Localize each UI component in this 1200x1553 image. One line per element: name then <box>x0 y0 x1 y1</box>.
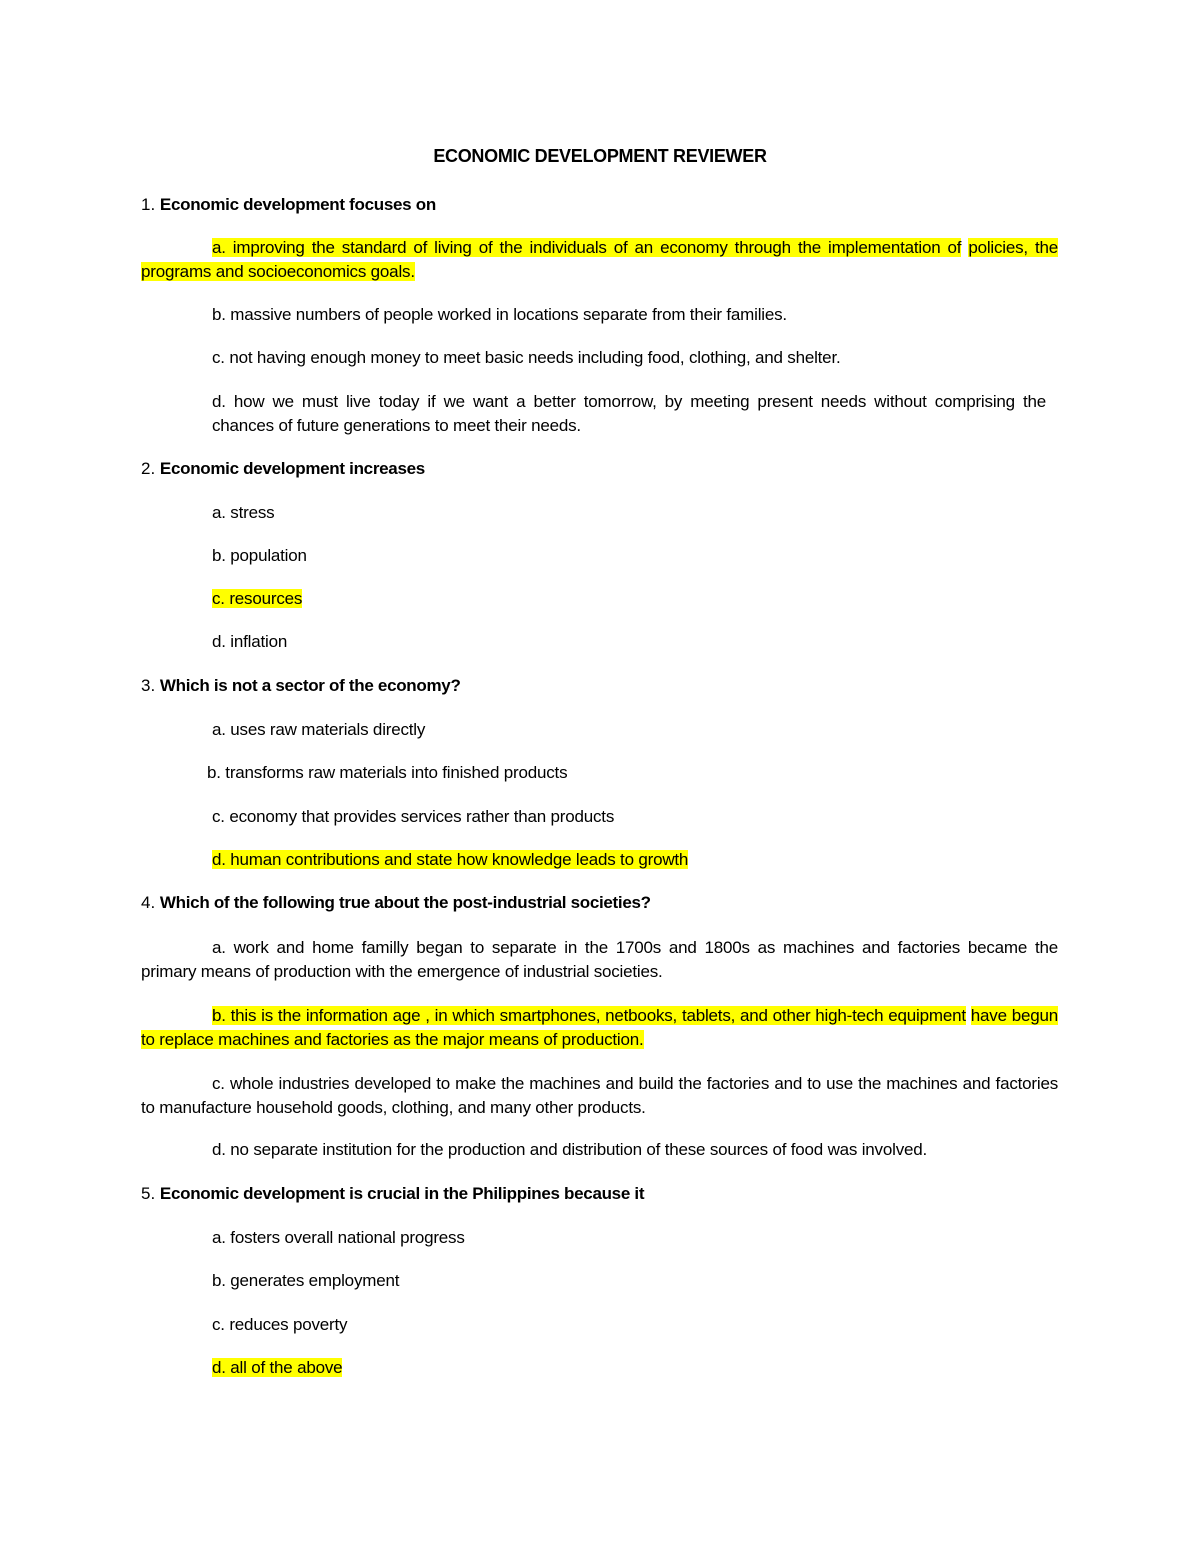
question-5 <box>141 1183 1061 1205</box>
q1-option-a-line1: a. improving the standard of living of the individuals of an economy through the implementation of <box>212 238 962 257</box>
q5-option-d-text: d. all of the above <box>212 1358 343 1377</box>
q4-option-c <box>141 1072 1058 1120</box>
q3-option-a: a. uses raw materials directly <box>212 720 426 739</box>
q2-option-c <box>212 588 302 610</box>
q4-option-d: d. no separate institution for the production and distribution of these sources of food was involved. <box>212 1140 928 1159</box>
q5-option-c: c. reduces poverty <box>212 1315 348 1334</box>
q3-option-c: c. economy that provides services rather than products <box>212 807 615 826</box>
question-number: 1. <box>141 195 156 214</box>
question-2 <box>141 458 1061 480</box>
q2-option-a: a. stress <box>212 503 275 522</box>
question-4 <box>141 892 1061 914</box>
q5-option-a: a. fosters overall national progress <box>212 1228 465 1247</box>
page-title: ECONOMIC DEVELOPMENT REVIEWER <box>433 146 767 166</box>
question-prompt: Economic development is crucial in the Philippines because it <box>159 1184 645 1203</box>
q1-option-d: d. how we must live today if we want a better tomorrow, by meeting present needs without comprising the chances of future generations to meet their needs. <box>212 392 1046 435</box>
question-number: 5. <box>141 1184 156 1203</box>
q2-option-d: d. inflation <box>212 632 288 651</box>
question-number: 3. <box>141 676 156 695</box>
q5-option-b: b. generates employment <box>212 1271 400 1290</box>
question-prompt: Economic development increases <box>159 459 425 478</box>
question-prompt: Economic development focuses on <box>159 195 436 214</box>
question-number: 2. <box>141 459 156 478</box>
q1-option-a <box>141 236 1058 284</box>
question-prompt: Which of the following true about the post-industrial societies? <box>159 893 651 912</box>
q3-option-b: b. transforms raw materials into finished products <box>207 763 568 782</box>
q2-option-c-text: c. resources <box>212 589 303 608</box>
question-prompt: Which is not a sector of the economy? <box>159 676 461 695</box>
q4-option-c-line1: c. whole industries developed to make the machines and build the factories and to use the machines and <box>212 1074 991 1093</box>
question-1 <box>141 194 1061 216</box>
q1-option-b: b. massive numbers of people worked in locations separate from their families. <box>212 305 787 324</box>
q1-option-c: c. not having enough money to meet basic needs including food, clothing, and shelter. <box>212 348 841 367</box>
q4-option-a-line2: the primary means of production with the emergence of industrial societies. <box>141 938 1058 981</box>
q4-option-b <box>141 1004 1058 1052</box>
q5-option-d <box>212 1357 342 1379</box>
q4-option-a <box>141 936 1058 984</box>
q4-option-b-line1: b. this is the information age , in which smartphones, netbooks, tablets, and other high-tech equipment <box>212 1006 966 1025</box>
q1-option-a-line2: policies, the programs and socioeconomics goals. <box>141 238 1058 281</box>
q4-option-b-line2: have begun to replace machines and factories as the major means of production. <box>141 1006 1058 1049</box>
q3-option-d <box>212 849 688 871</box>
question-3 <box>141 675 1061 697</box>
question-number: 4. <box>141 893 156 912</box>
q3-option-d-text: d. human contributions and state how knowledge leads to growth <box>212 850 689 869</box>
q4-option-c-line2: factories to manufacture household goods, clothing, and many other products. <box>141 1074 1058 1117</box>
q2-option-b: b. population <box>212 546 307 565</box>
q4-option-a-line1: a. work and home familly began to separate in the 1700s and 1800s as machines and factories became <box>212 938 1028 957</box>
